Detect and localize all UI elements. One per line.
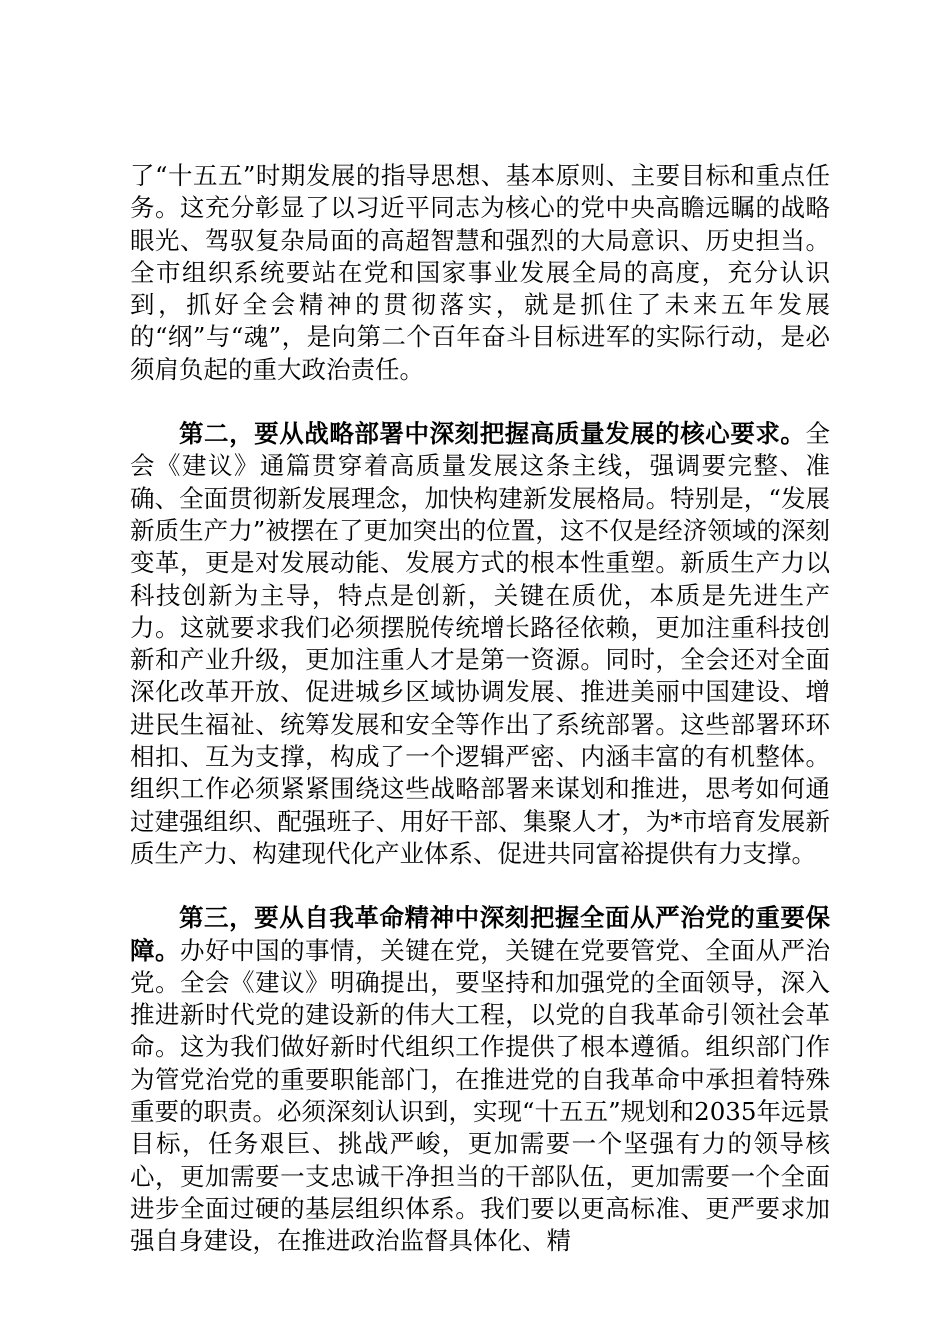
paragraph-body: 办好中国的事情，关键在党，关键在党要管党、全面从严治党。全会《建议》明确提出，要坚持和加强党的全面领导，深入推进新时代党的建设新的伟大工程，以党的自我革命引领社会革命。这为我们做好新时代组织工作提供了根本遵循。组织部门作为管党治党的重要职能部门，在推进党的自我革命中承担着特殊重要的职责。必须深刻认识到，实现“十五五”规划和2035年远景目标，任务艰巨、挑战严峻，更加需要一个坚强有力的领导核心，更加需要一支忠诚干净担当的干部队伍，更加需要一个全面进步全面过硬的基层组织体系。我们要以更高标准、更严要求加强自身建设，在推进政治监督具体化、精 [130,935,831,1256]
document-page [130,160,830,1290]
paragraph-body: 全会《建议》通篇贯穿着高质量发展这条主线，强调要完整、准确、全面贯彻新发展理念，加快构建新发展格局。特别是，“发展新质生产力”被摆在了更加突出的位置，这不仅是经济领域的深刻变革，更是对发展动能、发展方式的根本性重塑。新质生产力以科技创新为主导，特点是创新，关键在质优，本质是先进生产力。这就要求我们必须摆脱传统增长路径依赖，更加注重科技创新和产业升级，更加注重人才是第一资源。同时，全会还对全面深化改革开放、促进城乡区域协调发展、推进美丽中国建设、增进民生福祉、统筹发展和安全等作出了系统部署。这些部署环环相扣、互为支撑，构成了一个逻辑严密、内涵丰富的有机整体。组织工作必须紧紧围绕这些战略部署来谋划和推进，思考如何通过建强组织、配强班子、用好干部、集聚人才，为*市培育发展新质生产力、构建现代化产业体系、促进共同富裕提供有力支撑。 [130,419,830,868]
paragraph-third-point [130,902,830,1257]
paragraph-body: 了“十五五”时期发展的指导思想、基本原则、主要目标和重点任务。这充分彰显了以习近平同志为核心的党中央高瞻远瞩的战略眼光、驾驭复杂局面的高超智慧和强烈的大局意识、历史担当。全市组织系统要站在党和国家事业发展全局的高度，充分认识到，抓好全会精神的贯彻落实，就是抓住了未来五年发展的“纲”与“魂”，是向第二个百年奋斗目标进军的实际行动，是必须肩负起的重大政治责任。 [130,161,830,384]
paragraph-second-point [130,418,830,870]
paragraph-heading: 第三，要从自我革命精神中深刻把握全面从严治党的重要保障。 [130,903,830,965]
paragraph-heading: 第二，要从战略部署中深刻把握高质量发展的核心要求。 [179,419,806,449]
paragraph-continuation [130,160,830,386]
